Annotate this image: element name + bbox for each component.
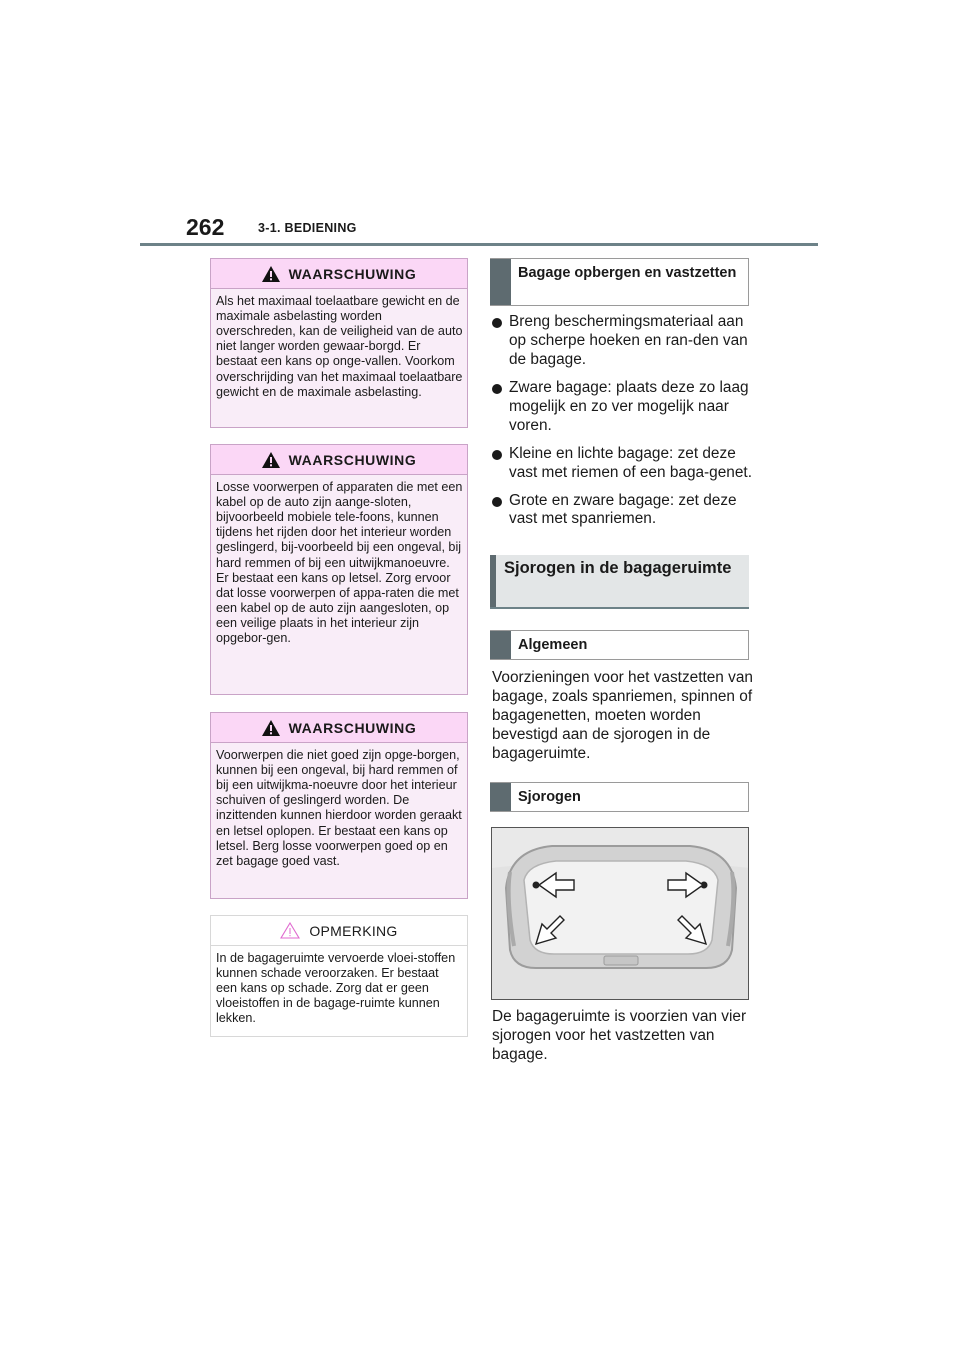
warning-triangle-icon	[262, 452, 280, 468]
note-title: OPMERKING	[309, 922, 398, 939]
list-item-text: Breng beschermingsmateriaal aan op scherpe hoeken en ran-den van de bagage.	[509, 313, 748, 368]
warning-header	[211, 259, 467, 289]
warning-box-3	[210, 712, 468, 899]
header-rule	[140, 243, 818, 246]
storage-bullet-list	[492, 313, 754, 538]
warning-header	[211, 713, 467, 743]
subsection-heading-general	[490, 630, 749, 660]
warning-text: Losse voorwerpen of apparaten die met een kabel op de auto zijn aange-sloten, bijvoorbeeld mobiele tele-foons, kunnen tijdens het rijden door het interieur worden geslingerd, bij-voorbeeld bij een ongeval, bij hard remmen of bij een uitwijkmanoeuvre. Er bestaat een kans op letsel. Zorg ervoor dat losse voorwerpen of appa-raten die met een kabel op de auto zijn aangesloten, op een veilige plaats in het interieur zijn opgebor-gen.	[216, 480, 463, 646]
warning-text: Voorwerpen die niet goed zijn opge-borgen, kunnen bij een ongeval, bij hard remmen of bij een uitwijkma-noeuvre door het interieur schuiven of geslingerd worden. De inzittenden kunnen hierdoor worden geraakt en letsel oplopen. Er bestaat een kans op letsel. Berg losse voorwerpen goed op en zet bagage goed vast.	[216, 748, 462, 868]
page-number: 262	[186, 214, 225, 240]
eyes-paragraph: De bagageruimte is voorzien van vier sjorogen voor het vastzetten van bagage.	[492, 1008, 747, 1063]
main-section-heading	[490, 555, 749, 609]
list-item	[492, 492, 754, 530]
list-item-text: Grote en zware bagage: zet deze vast met spanriemen.	[509, 491, 737, 528]
warning-title: WAARSCHUWING	[288, 451, 417, 468]
chapter-title: 3-1. BEDIENING	[258, 221, 357, 235]
section-bar	[490, 783, 511, 811]
list-item-text: Kleine en lichte bagage: zet deze vast met riemen of een baga-genet.	[509, 444, 752, 481]
subsection-title: Sjorogen	[518, 789, 581, 805]
luggage-compartment-illustration	[491, 827, 749, 1000]
warning-triangle-icon	[262, 720, 280, 736]
list-item	[492, 445, 754, 483]
section-heading-storage	[490, 258, 749, 306]
bullet-dot-icon	[492, 318, 502, 328]
list-item-text: Zware bagage: plaats deze zo laag mogelijk en zo ver mogelijk naar voren.	[509, 378, 749, 434]
warning-box-2	[210, 444, 468, 695]
subsection-heading-eyes	[490, 782, 749, 812]
subsection-title: Algemeen	[518, 637, 588, 653]
warning-title: WAARSCHUWING	[288, 265, 417, 282]
warning-text: Als het maximaal toelaatbare gewicht en de maximale asbelasting worden overschreden, kan de veiligheid van de auto niet langer worden gewaar-borgd. Er bestaat een kans op onge-vallen. Voorkom overschrijding van het maximaal toelaatbare gewicht en de maximale asbelasting.	[216, 294, 463, 399]
bullet-dot-icon	[492, 384, 502, 394]
list-item	[492, 379, 754, 436]
warning-box-1	[210, 258, 468, 428]
caution-outline-icon	[280, 922, 300, 939]
section-title: Bagage opbergen en vastzetten	[518, 265, 737, 281]
note-header	[211, 916, 467, 946]
note-box	[210, 915, 468, 1037]
warning-title: WAARSCHUWING	[288, 719, 417, 736]
list-item	[492, 313, 754, 370]
bullet-dot-icon	[492, 450, 502, 460]
note-text: In de bagageruimte vervoerde vloei-stoffen kunnen schade veroorzaken. Er bestaat een kans op schade. Zorg dat er geen vloeistoffen in de bagage-ruimte kunnen lekken.	[216, 951, 456, 1026]
warning-triangle-icon	[262, 266, 280, 282]
warning-header	[211, 445, 467, 475]
main-section-title: Sjorogen in de bagageruimte	[504, 559, 732, 577]
general-paragraph: Voorzieningen voor het vastzetten van bagage, zoals spanriemen, spinnen of bagagenetten, moeten worden bevestigd aan de sjorogen in de bagageruimte.	[492, 669, 753, 762]
section-bar	[490, 631, 511, 659]
bullet-dot-icon	[492, 497, 502, 507]
section-bar	[490, 259, 511, 305]
